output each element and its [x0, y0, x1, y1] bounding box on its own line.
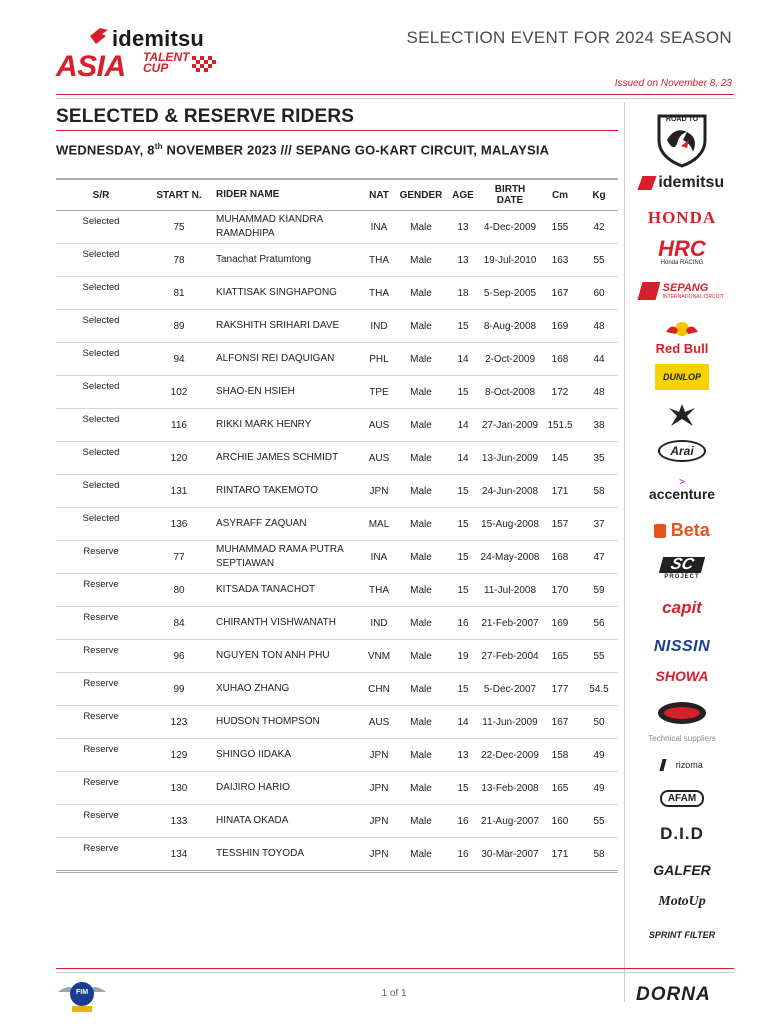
dorna-logo: DORNA — [636, 984, 711, 1005]
cell-age: 15 — [446, 376, 480, 409]
cell-gender: Male — [396, 838, 446, 872]
table-row — [56, 508, 618, 541]
table-row — [56, 475, 618, 508]
cell-weight-kg: 49 — [580, 739, 618, 772]
capit-logo: capit — [662, 598, 702, 617]
table-row — [56, 805, 618, 838]
cell-sr: Selected — [56, 310, 146, 343]
footer-divider-grey — [56, 972, 734, 973]
cell-weight-kg: 49 — [580, 772, 618, 805]
table-row — [56, 607, 618, 640]
column-header-rider-name: RIDER NAME — [216, 189, 280, 200]
cell-weight-kg: 35 — [580, 442, 618, 475]
cell-start-number: 129 — [146, 739, 212, 772]
cell-gender: Male — [396, 310, 446, 343]
sc-label: SC — [659, 557, 706, 573]
fim-label: FIM — [75, 989, 89, 996]
table-row — [56, 706, 618, 739]
cell-rider-name: HUDSON THOMPSON — [212, 706, 362, 739]
alpinestars-star-icon — [667, 402, 697, 428]
cell-weight-kg: 60 — [580, 277, 618, 310]
event-subtitle — [56, 142, 549, 157]
technical-suppliers-label: Technical suppliers — [648, 734, 716, 743]
cell-height-cm: 177 — [540, 673, 580, 706]
redbull-label: Red Bull — [655, 341, 709, 356]
cell-birth-date: 11-Jun-2009 — [480, 706, 540, 739]
table-row — [56, 640, 618, 673]
cell-height-cm: 170 — [540, 574, 580, 607]
showa-logo: SHOWA — [655, 668, 709, 684]
alpinestars-logo — [630, 402, 734, 433]
cell-gender: Male — [396, 541, 446, 574]
cell-age: 15 — [446, 310, 480, 343]
cell-sr: Reserve — [56, 739, 146, 772]
cell-height-cm: 167 — [540, 706, 580, 739]
cell-weight-kg: 42 — [580, 211, 618, 244]
cell-sr: Selected — [56, 376, 146, 409]
cell-height-cm: 160 — [540, 805, 580, 838]
table-row — [56, 310, 618, 343]
cell-start-number: 75 — [146, 211, 212, 244]
cell-gender: Male — [396, 376, 446, 409]
cell-nat: THA — [362, 277, 396, 310]
event-title: SELECTION EVENT FOR 2024 SEASON — [406, 28, 732, 47]
cell-birth-date: 27-Feb-2004 — [480, 640, 540, 673]
cell-birth-date: 22-Dec-2009 — [480, 739, 540, 772]
beta-label: Beta — [670, 520, 710, 540]
cell-height-cm: 163 — [540, 244, 580, 277]
title-divider — [56, 130, 618, 131]
cell-gender: Male — [396, 805, 446, 838]
cell-rider-name: CHIRANTH VISHWANATH — [212, 607, 362, 640]
cell-start-number: 116 — [146, 409, 212, 442]
column-header-birth-date: BIRTH DATE — [494, 184, 526, 206]
accenture-logo — [630, 477, 734, 502]
cell-height-cm: 151.5 — [540, 409, 580, 442]
cell-start-number: 84 — [146, 607, 212, 640]
cell-start-number: 78 — [146, 244, 212, 277]
cell-gender: Male — [396, 673, 446, 706]
table-row — [56, 376, 618, 409]
cell-sr: Reserve — [56, 772, 146, 805]
cell-birth-date: 5-Dec-2007 — [480, 673, 540, 706]
cell-rider-name: SHINGO IIDAKA — [212, 739, 362, 772]
road-to-label: ROAD TO — [665, 116, 699, 123]
header-divider — [56, 94, 734, 95]
cell-rider-name: DAIJIRO HARIO — [212, 772, 362, 805]
cell-gender: Male — [396, 772, 446, 805]
cell-nat: THA — [362, 574, 396, 607]
cell-sr: Reserve — [56, 640, 146, 673]
cell-start-number: 130 — [146, 772, 212, 805]
cell-gender: Male — [396, 277, 446, 310]
idemitsu-wing-icon — [637, 176, 656, 190]
sepang-flag-icon — [638, 282, 661, 300]
cell-weight-kg: 58 — [580, 475, 618, 508]
issued-date: Issued on November 8, 23 — [614, 78, 732, 89]
column-header-weight-kg: Kg — [592, 189, 606, 201]
cell-nat: JPN — [362, 838, 396, 872]
cell-weight-kg: 37 — [580, 508, 618, 541]
table-row — [56, 838, 618, 872]
table-row — [56, 739, 618, 772]
cell-age: 15 — [446, 574, 480, 607]
cell-start-number: 134 — [146, 838, 212, 872]
beta-shield-icon — [654, 524, 666, 538]
cell-weight-kg: 50 — [580, 706, 618, 739]
redbull-bulls-icon — [664, 320, 700, 338]
cell-start-number: 123 — [146, 706, 212, 739]
cup-label: CUP — [143, 61, 169, 75]
table-row — [56, 541, 618, 574]
subtitle-ordinal: th — [154, 142, 163, 151]
cell-age: 15 — [446, 508, 480, 541]
cell-weight-kg: 55 — [580, 640, 618, 673]
cell-start-number: 99 — [146, 673, 212, 706]
cell-rider-name: RIKKI MARK HENRY — [212, 409, 362, 442]
rizoma-label: rizoma — [675, 759, 703, 770]
cell-nat: IND — [362, 607, 396, 640]
idemitsu-logo — [88, 26, 110, 53]
cell-sr: Selected — [56, 475, 146, 508]
cell-sr: Selected — [56, 211, 146, 244]
cell-nat: JPN — [362, 772, 396, 805]
sepang-logo — [630, 282, 734, 300]
hrc-label: HRC — [658, 236, 706, 261]
cell-age: 15 — [446, 475, 480, 508]
cell-birth-date: 27-Jan-2009 — [480, 409, 540, 442]
cell-rider-name: KIATTISAK SINGHAPONG — [212, 277, 362, 310]
sepang-sub-label: INTERNATIONAL CIRCUIT — [662, 294, 724, 300]
table-header-row — [56, 179, 618, 211]
cell-birth-date: 19-Jul-2010 — [480, 244, 540, 277]
cell-gender: Male — [396, 409, 446, 442]
header-divider-grey — [56, 98, 734, 99]
rizoma-logo — [630, 756, 734, 774]
cell-birth-date: 24-Jun-2008 — [480, 475, 540, 508]
dunlop-logo — [630, 364, 734, 390]
cell-start-number: 102 — [146, 376, 212, 409]
cell-birth-date: 8-Oct-2008 — [480, 376, 540, 409]
cell-sr: Reserve — [56, 706, 146, 739]
cell-weight-kg: 54.5 — [580, 673, 618, 706]
cell-weight-kg: 55 — [580, 805, 618, 838]
cell-sr: Selected — [56, 277, 146, 310]
cell-gender: Male — [396, 739, 446, 772]
cell-weight-kg: 44 — [580, 343, 618, 376]
subtitle-date: WEDNESDAY, 8 — [56, 142, 155, 158]
cell-nat: THA — [362, 244, 396, 277]
cell-weight-kg: 47 — [580, 541, 618, 574]
cell-nat: AUS — [362, 442, 396, 475]
talent-cup-wordmark — [143, 52, 189, 74]
cell-age: 15 — [446, 772, 480, 805]
talent-label: TALENT — [143, 50, 190, 64]
accenture-chevron-icon: > — [679, 477, 685, 488]
cell-gender: Male — [396, 574, 446, 607]
cell-rider-name: HINATA OKADA — [212, 805, 362, 838]
accenture-label: accenture — [648, 486, 716, 502]
cell-age: 14 — [446, 343, 480, 376]
cell-age: 15 — [446, 541, 480, 574]
fim-emblem-icon — [56, 978, 108, 1014]
cell-height-cm: 158 — [540, 739, 580, 772]
cell-gender: Male — [396, 607, 446, 640]
cell-weight-kg: 48 — [580, 376, 618, 409]
cell-gender: Male — [396, 706, 446, 739]
cell-sr: Reserve — [56, 805, 146, 838]
idemitsu-sponsor — [630, 174, 734, 192]
cell-start-number: 131 — [146, 475, 212, 508]
cell-gender: Male — [396, 475, 446, 508]
sc-sub-label: PROJECT — [664, 574, 700, 580]
table-row — [56, 673, 618, 706]
cell-age: 19 — [446, 640, 480, 673]
cell-weight-kg: 56 — [580, 607, 618, 640]
cell-nat: JPN — [362, 739, 396, 772]
cell-weight-kg: 59 — [580, 574, 618, 607]
cell-age: 16 — [446, 607, 480, 640]
cell-rider-name: XUHAO ZHANG — [212, 673, 362, 706]
cell-sr: Selected — [56, 409, 146, 442]
cell-birth-date: 11-Jul-2008 — [480, 574, 540, 607]
cell-gender: Male — [396, 640, 446, 673]
cell-gender: Male — [396, 211, 446, 244]
cell-age: 18 — [446, 277, 480, 310]
cell-height-cm: 165 — [540, 772, 580, 805]
cell-sr: Selected — [56, 508, 146, 541]
cell-nat: CHN — [362, 673, 396, 706]
table-row — [56, 343, 618, 376]
cell-sr: Selected — [56, 343, 146, 376]
cell-height-cm: 172 — [540, 376, 580, 409]
cell-birth-date: 13-Feb-2008 — [480, 772, 540, 805]
cell-gender: Male — [396, 343, 446, 376]
table-row — [56, 244, 618, 277]
cell-birth-date: 30-Mar-2007 — [480, 838, 540, 872]
column-header-gender: GENDER — [399, 189, 443, 201]
cell-nat: AUS — [362, 409, 396, 442]
cell-sr: Reserve — [56, 673, 146, 706]
sidebar-divider — [624, 102, 625, 1002]
cell-birth-date: 2-Oct-2009 — [480, 343, 540, 376]
cell-height-cm: 169 — [540, 607, 580, 640]
cell-height-cm: 168 — [540, 541, 580, 574]
cell-weight-kg: 48 — [580, 310, 618, 343]
honda-logo: HONDA — [647, 208, 717, 227]
cell-start-number: 120 — [146, 442, 212, 475]
cell-sr: Reserve — [56, 838, 146, 872]
cell-start-number: 80 — [146, 574, 212, 607]
cell-height-cm: 168 — [540, 343, 580, 376]
column-header-nat: NAT — [369, 189, 389, 201]
cell-height-cm: 171 — [540, 838, 580, 872]
cell-birth-date: 13-Jun-2009 — [480, 442, 540, 475]
rizoma-mark-icon — [660, 759, 667, 771]
cell-birth-date: 8-Aug-2008 — [480, 310, 540, 343]
cell-start-number: 94 — [146, 343, 212, 376]
cell-age: 13 — [446, 739, 480, 772]
cell-rider-name: Tanachat Pratumtong — [212, 244, 362, 277]
cell-nat: TPE — [362, 376, 396, 409]
column-header-sr: S/R — [92, 189, 110, 201]
cell-height-cm: 165 — [540, 640, 580, 673]
idemitsu-wordmark: idemitsu — [112, 26, 205, 51]
cell-gender: Male — [396, 508, 446, 541]
arai-logo — [630, 440, 734, 462]
cell-birth-date: 24-May-2008 — [480, 541, 540, 574]
cell-birth-date: 5-Sep-2005 — [480, 277, 540, 310]
cell-start-number: 77 — [146, 541, 212, 574]
column-header-age: AGE — [452, 189, 474, 201]
cell-birth-date: 21-Feb-2007 — [480, 607, 540, 640]
cell-gender: Male — [396, 442, 446, 475]
idemitsu-sponsor-label: idemitsu — [658, 174, 725, 191]
cell-age: 16 — [446, 838, 480, 872]
table-row — [56, 409, 618, 442]
afam-label: AFAM — [660, 790, 704, 807]
beta-logo — [630, 520, 734, 541]
cell-nat: IND — [362, 310, 396, 343]
riders-table — [56, 178, 618, 873]
cell-rider-name: RINTARO TAKEMOTO — [212, 475, 362, 508]
cell-birth-date: 21-Aug-2007 — [480, 805, 540, 838]
nissin-logo: NISSIN — [653, 638, 711, 655]
page-number: 1 of 1 — [381, 988, 407, 999]
cell-birth-date: 15-Aug-2008 — [480, 508, 540, 541]
cell-rider-name: MUHAMMAD KIANDRA RAMADHIPA — [212, 211, 362, 244]
cell-age: 13 — [446, 244, 480, 277]
cell-rider-name: MUHAMMAD RAMA PUTRA SEPTIAWAN — [212, 541, 362, 574]
table-row — [56, 211, 618, 244]
cell-nat: JPN — [362, 805, 396, 838]
cell-nat: MAL — [362, 508, 396, 541]
table-row — [56, 277, 618, 310]
emblem-icon — [656, 700, 708, 726]
arai-label: Arai — [658, 440, 705, 462]
cell-gender: Male — [396, 244, 446, 277]
cell-weight-kg: 58 — [580, 838, 618, 872]
sepang-label: SEPANG — [662, 282, 709, 294]
cell-start-number: 96 — [146, 640, 212, 673]
cell-rider-name: SHAO-EN HSIEH — [212, 376, 362, 409]
cell-weight-kg: 55 — [580, 244, 618, 277]
hrc-logo — [630, 238, 734, 266]
cell-start-number: 133 — [146, 805, 212, 838]
cell-rider-name: ARCHIE JAMES SCHMIDT — [212, 442, 362, 475]
cell-height-cm: 171 — [540, 475, 580, 508]
cell-rider-name: RAKSHITH SRIHARI DAVE — [212, 310, 362, 343]
cell-start-number: 89 — [146, 310, 212, 343]
did-logo: D.I.D — [660, 824, 704, 843]
cell-age: 16 — [446, 805, 480, 838]
cell-nat: PHL — [362, 343, 396, 376]
cell-nat: AUS — [362, 706, 396, 739]
asia-wordmark: ASIA — [56, 50, 126, 83]
afam-logo — [630, 788, 734, 807]
cell-rider-name: ASYRAFF ZAQUAN — [212, 508, 362, 541]
cell-height-cm: 169 — [540, 310, 580, 343]
idemitsu-wing-icon — [88, 26, 110, 48]
cell-rider-name: TESSHIN TOYODA — [212, 838, 362, 872]
cell-age: 13 — [446, 211, 480, 244]
cell-sr: Reserve — [56, 607, 146, 640]
subtitle-venue: NOVEMBER 2023 /// SEPANG GO-KART CIRCUIT, MALAYSIA — [162, 142, 550, 158]
cell-nat: INA — [362, 211, 396, 244]
checker-flag-icon — [192, 56, 216, 81]
cell-height-cm: 167 — [540, 277, 580, 310]
footer-divider — [56, 968, 734, 969]
cell-sr: Selected — [56, 442, 146, 475]
cell-birth-date: 4-Dec-2009 — [480, 211, 540, 244]
cell-start-number: 81 — [146, 277, 212, 310]
page-title: SELECTED & RESERVE RIDERS — [56, 106, 355, 127]
cell-age: 14 — [446, 706, 480, 739]
cell-start-number: 136 — [146, 508, 212, 541]
cell-nat: JPN — [362, 475, 396, 508]
table-row — [56, 442, 618, 475]
cell-age: 14 — [446, 409, 480, 442]
sc-project-logo — [630, 556, 734, 580]
dunlop-label: DUNLOP — [655, 364, 709, 390]
cell-sr: Selected — [56, 244, 146, 277]
hrc-sub-label: Honda RACING — [660, 260, 704, 266]
cell-sr: Reserve — [56, 541, 146, 574]
table-row — [56, 574, 618, 607]
cell-rider-name: ALFONSI REI DAQUIGAN — [212, 343, 362, 376]
cell-nat: INA — [362, 541, 396, 574]
cell-sr: Reserve — [56, 574, 146, 607]
sprint-filter-logo: SPRINT FILTER — [648, 930, 716, 940]
cell-height-cm: 145 — [540, 442, 580, 475]
cell-age: 15 — [446, 673, 480, 706]
cell-height-cm: 155 — [540, 211, 580, 244]
cell-rider-name: KITSADA TANACHOT — [212, 574, 362, 607]
galfer-logo: GALFER — [653, 862, 711, 878]
column-header-start-number: START N. — [156, 189, 202, 201]
cell-nat: VNM — [362, 640, 396, 673]
road-to-motogp-logo — [630, 110, 734, 173]
cell-height-cm: 157 — [540, 508, 580, 541]
redbull-logo — [630, 320, 734, 356]
column-header-height-cm: Cm — [551, 189, 569, 201]
motoup-logo: MotoUp — [658, 894, 706, 909]
cell-rider-name: NGUYEN TON ANH PHU — [212, 640, 362, 673]
fim-logo — [56, 978, 108, 1019]
cell-weight-kg: 38 — [580, 409, 618, 442]
cell-age: 14 — [446, 442, 480, 475]
gp-emblem-logo — [630, 700, 734, 731]
table-row — [56, 772, 618, 805]
